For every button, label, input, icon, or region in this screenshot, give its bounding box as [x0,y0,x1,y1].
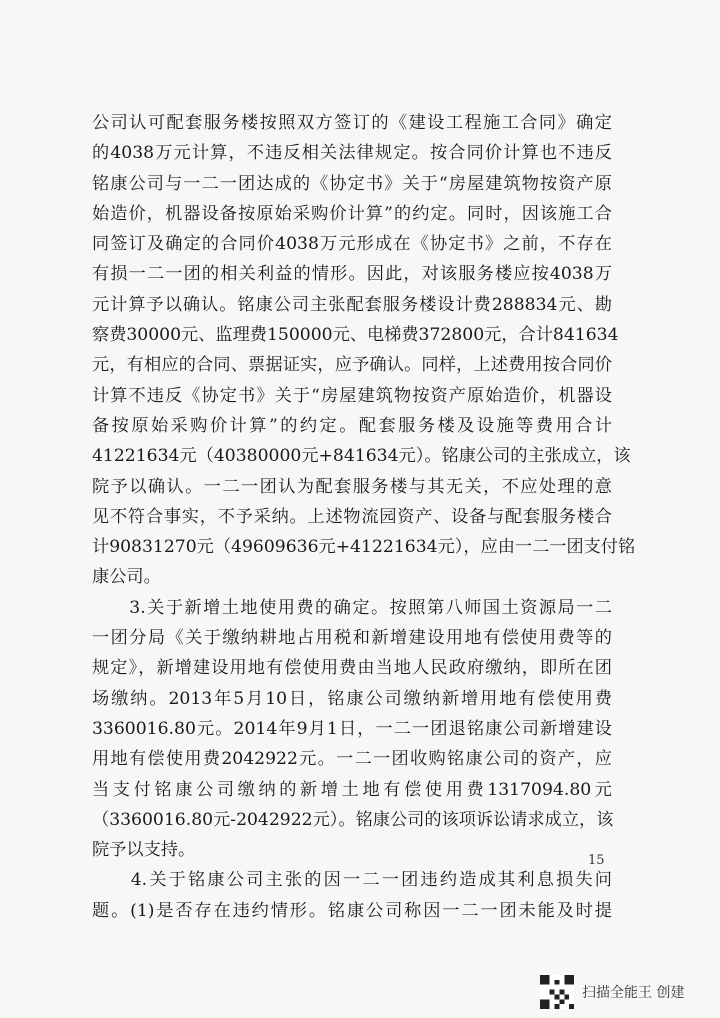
scanner-watermark [540,972,684,1012]
text-line: 元，有相应的合同、票据证实，应予确认。同样，上述费用按合同价 [92,355,612,376]
scanner-label: 扫描全能王 创建 [582,985,685,1001]
text-line: 察费30000元、监理费150000元、电梯费372800元，合计841634 [92,325,619,346]
text-line: 康公司。 [92,567,161,588]
text-line: 有损一二一团的相关利益的情形。因此，对该服务楼应按4038万 [92,264,612,285]
text-line: 3.关于新增土地使用费的确定。按照第八师国土资源局一二 [92,597,612,618]
text-line: 一团分局《关于缴纳耕地占用税和新增建设用地有偿使用费等的 [92,628,612,649]
text-line: 铭康公司与一二一团达成的《协定书》关于“房屋建筑物按资产原 [92,173,612,194]
text-line: 计算不违反《协定书》关于“房屋建筑物按资产原始造价，机器设 [92,385,612,406]
text-line: 4.关于铭康公司主张的因一二一团违约造成其利息损失问 [92,870,612,891]
text-line: 41221634元（40380000元+841634元）。铭康公司的主张成立，该 [92,446,631,467]
text-line: 题。(1)是否存在违约情形。铭康公司称因一二一团未能及时提 [92,900,612,921]
text-line: （3360016.80元-2042922元）。铭康公司的该项诉讼请求成立，该 [92,809,614,830]
text-line: 备按原始采购价计算”的约定。配套服务楼及设施等费用合计 [92,415,612,436]
text-line: 规定》，新增建设用地有偿使用费由当地人民政府缴纳，即所在团 [92,658,612,679]
text-line: 的4038万元计算，不违反相关法律规定。按合同价计算也不违反 [92,143,612,164]
text-line: 见不符合事实，不予采纳。上述物流园资产、设备与配套服务楼合 [92,506,612,527]
text-line: 计90831270元（49609636元+41221634元），应由一二一团支付铭 [92,537,636,558]
qr-code-icon [540,975,574,1009]
text-line: 元计算予以确认。铭康公司主张配套服务楼设计费288834元、勘 [92,294,612,315]
text-line: 院予以支持。 [92,840,196,861]
page-number: 15 [588,853,605,868]
body-text [92,108,636,926]
text-line: 场缴纳。2013年5月10日，铭康公司缴纳新增用地有偿使用费 [92,688,612,709]
text-line: 公司认可配套服务楼按照双方签订的《建设工程施工合同》确定 [92,113,612,133]
text-line: 同签订及确定的合同价4038万元形成在《协定书》之前，不存在 [92,234,612,255]
text-line: 3360016.80元。2014年9月1日，一二一团退铭康公司新增建设 [92,718,612,739]
text-line: 当支付铭康公司缴纳的新增土地有偿使用费1317094.80元 [92,779,612,800]
text-line: 用地有偿使用费2042922元。一二一团收购铭康公司的资产，应 [92,749,612,770]
text-line: 始造价，机器设备按原始采购价计算”的约定。同时，因该施工合 [92,203,612,224]
text-line: 院予以确认。一二一团认为配套服务楼与其无关，不应处理的意 [92,476,612,497]
